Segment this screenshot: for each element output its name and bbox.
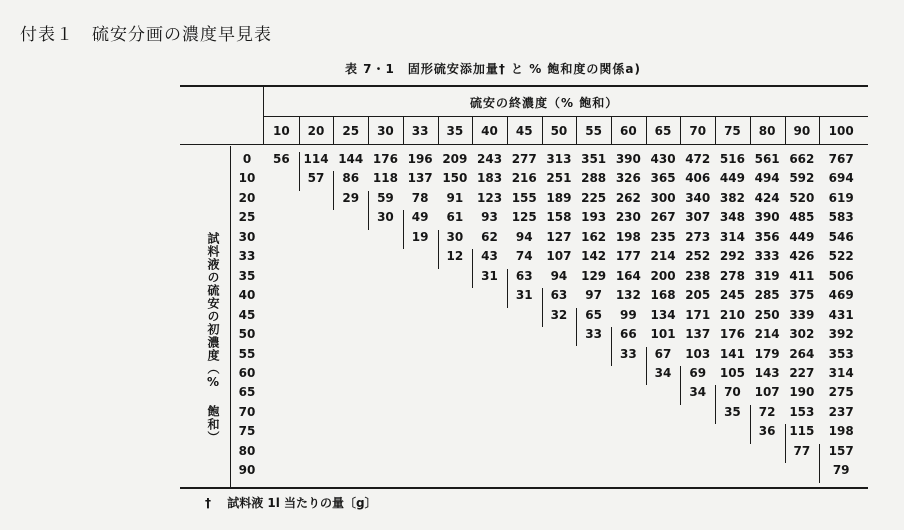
staircase-divider [680,366,681,405]
table-cell: 67 [654,346,672,361]
table-cell: 77 [793,443,811,458]
table-cell: 123 [477,190,503,205]
table-cell: 506 [828,268,854,283]
table-cell: 227 [789,365,815,380]
table-cell: 179 [754,346,780,361]
table-cell: 333 [754,249,780,264]
table-cell: 143 [754,365,780,380]
table-cell: 158 [546,210,572,225]
table-cell: 319 [754,268,780,283]
table-cell: 214 [754,327,780,342]
table-cell: 91 [446,190,464,205]
column-header: 35 [446,124,464,138]
table-cell: 63 [550,288,568,303]
row-label-divider [230,146,231,487]
staircase-divider [785,424,786,463]
table-cell: 237 [828,404,854,419]
column-header: 75 [724,124,741,138]
table-cell: 129 [581,268,607,283]
column-header: 25 [342,124,360,138]
table-cell: 142 [581,249,607,264]
table-cell: 494 [754,171,780,186]
table-cell: 59 [377,190,394,205]
column-header-divider [368,117,369,144]
table-cell: 251 [546,171,572,186]
row-header: 80 [238,443,256,458]
row-header: 60 [238,365,256,380]
table-cell: 65 [585,307,602,322]
table-cell: 205 [685,288,711,303]
staircase-divider [403,210,404,249]
column-header-rule [180,144,868,145]
table-cell: 245 [719,288,745,303]
table-cell: 449 [789,229,815,244]
table-cell: 74 [515,249,533,264]
table-cell: 485 [789,210,815,225]
column-header: 33 [411,124,429,138]
table-cell: 35 [724,404,741,419]
table-cell: 546 [828,229,854,244]
table-cell: 382 [719,190,745,205]
table-cell: 101 [650,327,676,342]
row-header: 90 [238,463,256,478]
table-cell: 155 [511,190,537,205]
column-header-divider [611,117,612,144]
table-cell: 94 [515,229,533,244]
table-cell: 431 [828,307,854,322]
column-header-divider [750,117,751,144]
row-header: 25 [238,210,256,225]
table-cell: 34 [689,385,707,400]
table-cell: 79 [832,463,850,478]
column-header: 90 [793,124,811,138]
table-cell: 141 [719,346,745,361]
table-cell: 472 [685,152,711,166]
table-cell: 157 [828,443,854,458]
table-cell: 36 [758,424,776,439]
table-cell: 12 [446,249,464,264]
table-cell: 105 [719,365,745,380]
table-cell: 29 [342,190,360,205]
column-header-divider [785,117,786,144]
table-cell: 300 [650,190,676,205]
table-cell: 107 [546,249,572,264]
table-cell: 411 [789,268,815,283]
staircase-divider [333,171,334,210]
table-cell: 252 [685,249,711,264]
column-header: 10 [272,124,290,138]
table-cell: 171 [685,307,711,322]
row-header: 65 [238,385,256,400]
staircase-divider [542,288,543,327]
staircase-divider [611,327,612,366]
table-cell: 619 [828,190,854,205]
table-caption: 表 7・1 固形硫安添加量† と % 飽和度の関係a) [345,62,642,76]
table-cell: 114 [303,152,329,166]
table-cell: 144 [338,152,364,166]
table-cell: 390 [754,210,780,225]
table-bottom-rule [180,487,868,489]
staircase-divider [438,230,439,269]
footnote [205,494,377,511]
table-cell: 339 [789,307,815,322]
table-cell: 176 [372,152,398,166]
table-cell: 313 [546,152,572,166]
table-cell: 56 [272,152,290,166]
table-cell: 238 [685,268,711,283]
table-cell: 137 [685,327,711,342]
column-header: 60 [619,124,637,138]
table-cell: 132 [615,288,641,303]
table-cell: 278 [719,268,745,283]
table-cell: 406 [685,171,711,186]
table-cell: 32 [550,307,568,322]
row-header: 10 [238,171,256,186]
row-header: 45 [238,307,256,322]
column-header: 30 [377,124,394,138]
table-cell: 97 [585,288,602,303]
column-header-divider [472,117,473,144]
table-cell: 561 [754,152,780,166]
column-header: 70 [689,124,707,138]
table-cell: 264 [789,346,815,361]
table-cell: 70 [724,385,741,400]
table-cell: 168 [650,288,676,303]
table-cell: 469 [828,288,854,303]
table-cell: 137 [407,171,433,186]
table-cell: 214 [650,249,676,264]
staircase-divider [507,269,508,308]
row-header: 0 [242,152,252,166]
table-cell: 115 [789,424,815,439]
table-cell: 118 [372,171,398,186]
table-cell: 285 [754,288,780,303]
table-cell: 198 [828,424,854,439]
table-cell: 392 [828,327,854,342]
table-cell: 30 [377,210,394,225]
column-header-divider [507,117,508,144]
row-header: 55 [238,346,256,361]
table-cell: 288 [581,171,607,186]
table-cell: 583 [828,210,854,225]
table-cell: 183 [477,171,503,186]
table-cell: 200 [650,268,676,283]
table-cell: 426 [789,249,815,264]
column-header-divider [403,117,404,144]
column-header: 100 [828,124,854,138]
row-header: 50 [238,327,256,342]
table-cell: 176 [719,327,745,342]
staircase-divider [368,191,369,230]
column-header-divider [333,117,334,144]
column-header: 20 [307,124,325,138]
table-cell: 694 [828,171,854,186]
table-cell: 103 [685,346,711,361]
staircase-divider [299,152,300,191]
column-header-divider [680,117,681,144]
column-header-divider [819,117,820,144]
column-header: 50 [550,124,568,138]
table-cell: 99 [619,307,637,322]
table-cell: 262 [615,190,641,205]
row-header: 33 [238,249,256,264]
table-cell: 356 [754,229,780,244]
staircase-divider [472,249,473,288]
table-cell: 61 [446,210,464,225]
staircase-divider [646,347,647,386]
staircase-divider [715,385,716,424]
column-header: 55 [585,124,602,138]
table-cell: 69 [689,365,707,380]
table-cell: 365 [650,171,676,186]
row-header: 70 [238,404,256,419]
table-cell: 225 [581,190,607,205]
group-title-rule [263,116,868,117]
table-cell: 72 [758,404,776,419]
table-cell: 31 [515,288,533,303]
table-cell: 30 [446,229,464,244]
table-cell: 177 [615,249,641,264]
table-cell: 375 [789,288,815,303]
row-header: 30 [238,229,256,244]
table-cell: 267 [650,210,676,225]
table-cell: 63 [515,268,533,283]
table-cell: 592 [789,171,815,186]
table-cell: 209 [442,152,468,166]
column-header-divider [542,117,543,144]
table-cell: 314 [719,229,745,244]
table-cell: 351 [581,152,607,166]
row-header: 75 [238,424,256,439]
table-cell: 49 [411,210,429,225]
table-top-rule [180,85,868,87]
column-header: 80 [758,124,776,138]
table-cell: 340 [685,190,711,205]
column-header-divider [438,117,439,144]
table-cell: 275 [828,385,854,400]
table-cell: 43 [481,249,498,264]
table-cell: 125 [511,210,537,225]
table-cell: 150 [442,171,468,186]
table-cell: 93 [481,210,498,225]
table-cell: 189 [546,190,572,205]
table-cell: 210 [719,307,745,322]
table-cell: 134 [650,307,676,322]
staircase-divider [819,444,820,483]
table-cell: 127 [546,229,572,244]
table-cell: 33 [619,346,637,361]
table-cell: 62 [481,229,498,244]
row-header: 40 [238,288,256,303]
table-cell: 424 [754,190,780,205]
table-cell: 31 [481,268,498,283]
table-cell: 522 [828,249,854,264]
table-cell: 292 [719,249,745,264]
table-cell: 66 [619,327,637,342]
staircase-divider [750,405,751,444]
table-cell: 196 [407,152,433,166]
table-cell: 767 [828,152,854,166]
table-cell: 273 [685,229,711,244]
column-group-title: 硫安の終濃度（% 飽和） [470,96,619,110]
table-cell: 353 [828,346,854,361]
table-cell: 326 [615,171,641,186]
table-cell: 19 [411,229,429,244]
table-cell: 390 [615,152,641,166]
row-header: 20 [238,190,256,205]
column-header-divider [646,117,647,144]
column-header-divider [715,117,716,144]
footnote-text: 試料液 1l 当たりの量〔g〕 [227,496,377,510]
table-cell: 86 [342,171,360,186]
table-cell: 230 [615,210,641,225]
column-header: 45 [515,124,533,138]
column-header: 40 [481,124,498,138]
table-cell: 162 [581,229,607,244]
footnote-mark: † [205,496,211,510]
table-cell: 449 [719,171,745,186]
column-header-divider [576,117,577,144]
table-cell: 302 [789,327,815,342]
row-header: 35 [238,268,256,283]
table-cell: 520 [789,190,815,205]
table-cell: 314 [828,365,854,380]
staircase-divider [576,308,577,347]
table-cell: 198 [615,229,641,244]
table-cell: 57 [307,171,325,186]
column-header-divider [299,117,300,144]
table-cell: 94 [550,268,568,283]
table-cell: 164 [615,268,641,283]
table-cell: 307 [685,210,711,225]
table-cell: 277 [511,152,537,166]
table-cell: 78 [411,190,429,205]
table-cell: 153 [789,404,815,419]
table-cell: 662 [789,152,815,166]
table-cell: 33 [585,327,602,342]
table-cell: 250 [754,307,780,322]
column-header: 65 [654,124,672,138]
table-cell: 243 [477,152,503,166]
page-heading: 付表１ 硫安分画の濃度早見表 [20,25,272,45]
table-cell: 516 [719,152,745,166]
table-cell: 107 [754,385,780,400]
row-group-title: 試料液の硫安の初濃度（% 飽和） [206,232,220,444]
table-cell: 235 [650,229,676,244]
table-cell: 193 [581,210,607,225]
table-cell: 216 [511,171,537,186]
table-cell: 190 [789,385,815,400]
table-cell: 430 [650,152,676,166]
table-cell: 348 [719,210,745,225]
table-cell: 34 [654,365,672,380]
